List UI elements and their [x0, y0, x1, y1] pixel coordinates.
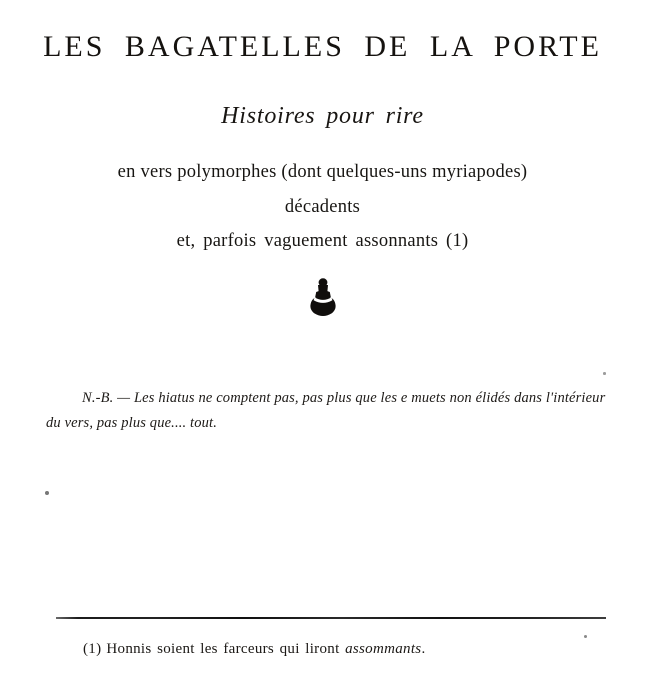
fleuron-ornament-icon — [306, 276, 340, 320]
footnote-separator-rule — [56, 617, 606, 619]
subtitle: Histoires pour rire — [221, 103, 424, 129]
scan-speck — [584, 635, 587, 638]
ornament-container — [0, 276, 645, 322]
scan-speck — [603, 372, 606, 375]
footnote-text: Honnis soient les farceurs qui liront — [106, 641, 346, 657]
scan-speck — [45, 491, 49, 495]
footnote — [83, 638, 426, 660]
page-title: LES BAGATELLES DE LA PORTE — [43, 30, 602, 63]
footnote-text-end: . — [421, 641, 426, 657]
footnote-emphasis: assommants — [345, 641, 422, 657]
footnote-marker: (1) — [83, 641, 102, 657]
nb-note-lead: N.-B. — — [82, 390, 131, 406]
description-line-1: en vers polymorphes (dont quelques-uns myriapodes) — [117, 162, 528, 182]
nb-note — [46, 386, 606, 436]
description-line-3: et, parfois vaguement assonnants (1) — [176, 231, 469, 251]
nb-note-body: Les hiatus ne comptent pas, pas plus que les e muets non élidés dans l'intérieur du vers, pas plus que.... tout. — [46, 390, 606, 431]
description-line-2: décadents — [284, 197, 361, 217]
